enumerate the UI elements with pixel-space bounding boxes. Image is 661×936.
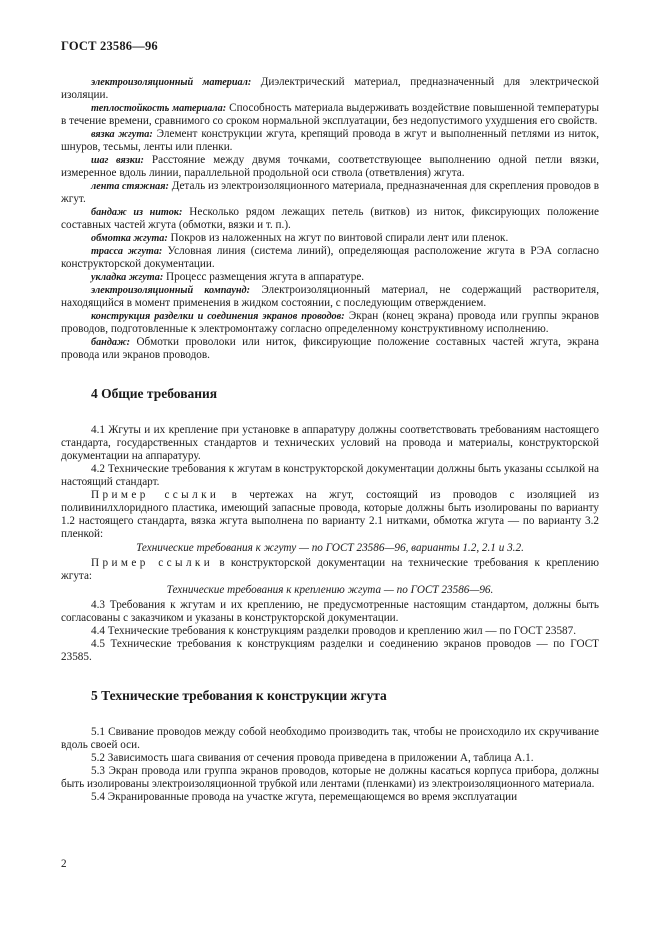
clause-5-2: 5.2 Зависимость шага свивания от сечения провода приведена в приложении А, таблица А.1. [91,752,534,764]
definition-item: теплостойкость материала: Способность материала выдерживать воздействие повышенной температуры в течение времени, сравнимого со сроком нормальной эксплуатации, без недопустимого ухудшения его свойств. [61,102,599,127]
definition-term: электроизоляционный материал: [91,77,252,88]
clause-4-4: 4.4 Технические требования к конструкциям разделки проводов и креплению жил — по ГОСТ 23587. [91,625,577,637]
definition-item: конструкция разделки и соединения экранов проводов: Экран (конец экрана) провода или группы экранов проводов, подготовленные к электромонтажу согласно определенному конструктивному исполнению. [61,310,599,335]
definition-term: лента стяжная: [91,181,169,192]
definition-term: шаг вязки: [91,155,144,166]
definition-term: теплостойкость материала: [91,103,227,114]
definition-item: укладка жгута: Процесс размещения жгута в аппаратуре. [91,271,365,283]
document-body [61,76,599,804]
definition-item: бандаж: Обмотки проволоки или ниток, фиксирующие положение составных частей жгута, экрана провода или экранов проводов. [61,336,599,361]
definition-item: вязка жгута: Элемент конструкции жгута, крепящий провода в жгут и выполненный петлями из ниток, шнуров, тесьмы, ленты или пленки. [61,128,599,153]
definition-term: вязка жгута: [91,129,153,140]
section-4-title: 4 Общие требования [91,386,218,401]
definition-item: обмотка жгута: Покров из наложенных на жгут по винтовой спирали лент или пленок. [91,232,509,244]
definition-term: обмотка жгута: [91,233,168,244]
definition-item: электроизоляционный компаунд: Электроизоляционный материал, не содержащий растворителя, находящийся в момент применения в жидком состоянии, с последующим отверждением. [61,284,599,309]
document-header: ГОСТ 23586—96 [61,39,158,53]
clause-4-3: 4.3 Требования к жгутам и их креплению, не предусмотренные настоящим стандартом, должны быть согласованы с заказчиком и указаны в конструкторской документации. [61,599,599,624]
definition-item: электроизоляционный материал: Диэлектрический материал, предназначенный для электрической изоляции. [61,76,599,101]
definition-item: лента стяжная: Деталь из электроизоляционного материала, предназначенная для скрепления проводов в жгут. [61,180,599,205]
example-label: Пример ссылки [91,557,214,569]
definition-term: электроизоляционный компаунд: [91,285,250,296]
example-1-formula: Технические требования к жгуту — по ГОСТ 23586—96, варианты 1.2, 2.1 и 3.2. [136,542,524,554]
clause-5-3: 5.3 Экран провода или группа экранов проводов, которые не должны касаться корпуса прибора, должны быть изолированы электроизоляционной трубкой или лентами (пленками) из электроизоляционного материала. [61,765,599,790]
example-1: Пример ссылки в чертежах на жгут, состоящий из проводов с изоляцией из поливинилхлоридного пластика, имеющий запасные провода, которые должны быть изолированы по варианту 1.2 настоящего стандарта, вязка жгута выполнена по варианту 2.1 нитками, обмотка жгута — по варианту 3.2 пленкой: [61,489,599,540]
definition-term: бандаж: [91,337,131,348]
example-2-formula: Технические требования к креплению жгута — по ГОСТ 23586—96. [166,584,494,596]
section-5-title: 5 Технические требования к конструкции жгута [91,688,387,703]
definition-term: укладка жгута: [91,272,164,283]
example-label: Пример ссылки [91,489,220,501]
page-number: 2 [61,858,67,870]
definition-item: шаг вязки: Расстояние между двумя точками, соответствующее выполнению одной петли вязки, измеренное вдоль линии, параллельной продольной оси ствола (ответвления) жгута. [61,154,600,179]
definition-term: конструкция разделки и соединения экранов проводов: [91,311,345,322]
section-5-body [61,726,599,804]
example-2: Пример ссылки в конструкторской документации на технические требования к креплению жгута: [61,557,599,582]
clause-4-2: 4.2 Технические требования к жгутам в конструкторской документации должны быть указаны ссылкой на настоящий стандарт. [61,463,599,488]
section-4-body [61,424,599,664]
definition-term: трасса жгута: [91,246,163,257]
clause-5-1: 5.1 Свивание проводов между собой необходимо производить так, чтобы не происходило их скручивание вдоль своей оси. [61,726,599,751]
clause-5-4: 5.4 Экранированные провода на участке жгута, перемещающемся во время эксплуатации [91,791,518,803]
definition-term: бандаж из ниток: [91,207,183,218]
definition-item: бандаж из ниток: Несколько рядом лежащих петель (витков) из ниток, фиксирующих положение составных частей жгута (обмотки, вязки и т. п.). [61,206,599,231]
clause-4-5: 4.5 Технические требования к конструкциям разделки и соединению экранов проводов — по ГОСТ 23585. [61,638,599,663]
definitions-list [61,76,599,362]
clause-4-1: 4.1 Жгуты и их крепление при установке в аппаратуру должны соответствовать требованиям настоящего стандарта, государственных стандартов и технических условий на провода и материалы, конструкторской документации на аппаратуру. [61,424,599,462]
definition-item: трасса жгута: Условная линия (система линий), определяющая расположение жгута в РЭА согласно конструкторской документации. [61,245,599,270]
